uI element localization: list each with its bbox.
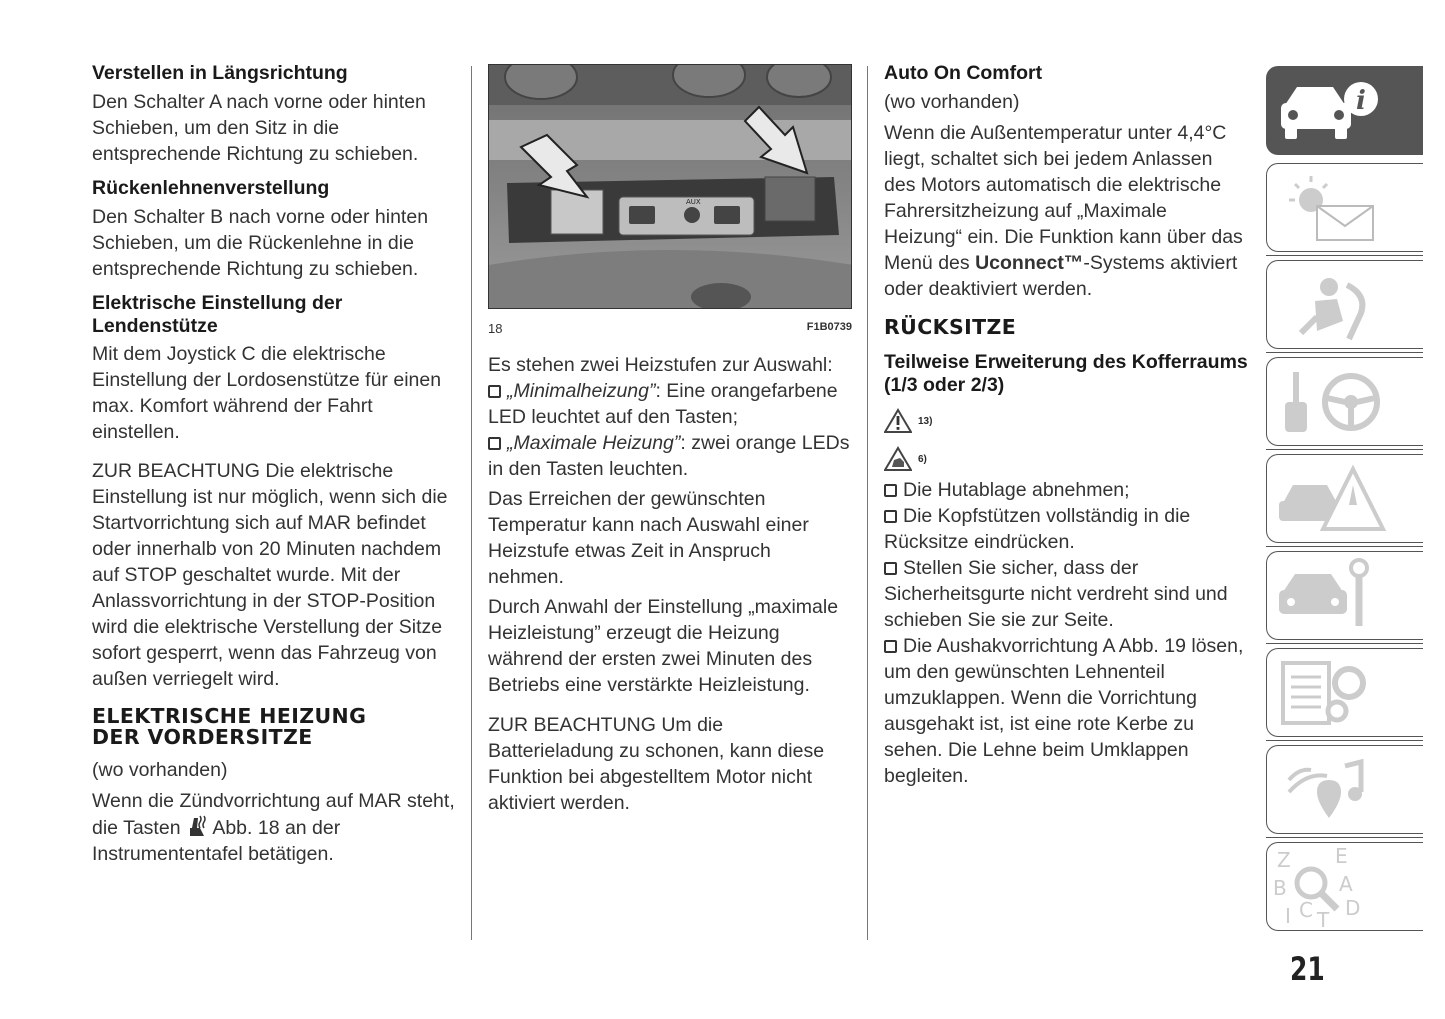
tab-underline — [1266, 837, 1423, 839]
heading-teilweise-erweiterung: Teilweise Erweiterung des Kofferraums (1/3 oder 2/3) — [884, 351, 1248, 396]
figure-caption — [488, 321, 852, 336]
chapter-tabs — [1266, 66, 1423, 939]
page-number: 21 — [1290, 950, 1325, 988]
bullet-maximaleheizung — [488, 430, 852, 482]
info-glyph: i — [1356, 86, 1366, 116]
index-letter-e: E — [1335, 844, 1348, 868]
warning-triangle-icon — [884, 408, 912, 434]
heading-auto-on-comfort: Auto On Comfort — [884, 62, 1043, 84]
bullet-hutablage-text: Die Hutablage abnehmen; — [903, 479, 1130, 501]
column-3 — [884, 60, 1248, 789]
tab-specifications[interactable] — [1266, 648, 1423, 737]
para-beachtung-2: ZUR BEACHTUNG Um die Batterieladung zu schonen, kann diese Funktion bei abgestelltem Motor nicht aktiviert werden. — [488, 714, 825, 814]
bullet-box-icon — [884, 484, 897, 497]
column-divider-1 — [471, 66, 472, 940]
warning-lights-icon — [1267, 164, 1424, 253]
bullet-sicherheitsgurte — [884, 555, 1248, 633]
bullet-box-icon — [884, 640, 897, 653]
index-letter-z: Z — [1277, 848, 1291, 872]
index-letter-i: I — [1285, 904, 1291, 928]
warning-note-13 — [884, 403, 1248, 439]
airbag-safety-icon — [1267, 261, 1424, 350]
para-beachtung-1: ZUR BEACHTUNG Die elektrische Einstellung ist nur möglich, wenn sich die Startvorrichtung sich auf MAR befindet oder innerhalb von 20 Minuten nachdem auf STOP geschaltet wurde. Mit der Anlassvorrichtung in der STOP-Position wird die elektrische Verstellung der Sitze sofort gesperrt, wenn das Fahrzeug von außen verriegelt wird. — [92, 460, 448, 690]
bullet-kopfstuetzen-text: Die Kopfstützen vollständig in die Rücksitze eindrücken. — [884, 505, 1191, 553]
tab-underline — [1266, 546, 1423, 548]
key-steering-icon — [1267, 358, 1424, 447]
tab-emergency[interactable] — [1266, 454, 1423, 543]
tab-multimedia[interactable] — [1266, 745, 1423, 834]
index-letter-c: C — [1299, 898, 1313, 922]
car-maintenance-icon — [1267, 552, 1424, 641]
bullet-hutablage — [884, 477, 1248, 503]
heading-ruecksitze: RÜCKSITZE — [884, 315, 1017, 339]
dashboard-illustration — [489, 65, 852, 309]
bullet-aushakvorrichtung — [884, 633, 1248, 789]
column-divider-2 — [867, 66, 868, 940]
multimedia-icon — [1267, 746, 1424, 835]
tab-warning-lights[interactable] — [1266, 163, 1423, 252]
tab-underline — [1266, 352, 1423, 354]
tab-car-info[interactable] — [1266, 66, 1423, 155]
bullet-max-italic: „Maximale Heizung” — [507, 432, 681, 454]
emergency-icon — [1267, 455, 1424, 544]
bullet-aushak-text: Die Aushakvorrichtung A Abb. 19 lösen, um den gewünschten Lehnenteil umzuklappen. Wenn die Vorrichtung ausgehakt ist, ist eine rote Kerbe zu sehen. Die Lehne beim Umklappen begleiten. — [884, 635, 1244, 787]
heading-laengsrichtung: Verstellen in Längsrichtung — [92, 62, 348, 84]
tab-maintenance[interactable] — [1266, 551, 1423, 640]
para-zuend-text-a: Wenn die Zündvorrichtung auf MAR steht, die Tasten — [92, 790, 455, 839]
bullet-minimalheizung — [488, 378, 852, 430]
para-wo-vorhanden-2: (wo vorhanden) — [884, 91, 1020, 113]
para-heizstufen: Es stehen zwei Heizstufen zur Auswahl: — [488, 354, 833, 376]
bullet-min-rest: : Eine orangefarbene LED leuchtet auf den Tasten; — [488, 380, 838, 428]
fig-aux-label: AUX — [686, 198, 701, 206]
para-zuendvorrichtung — [92, 788, 460, 867]
warning-ref-13: 13) — [918, 415, 933, 427]
bullet-box-icon — [488, 385, 501, 398]
bullet-min-italic: „Minimalheizung” — [507, 380, 656, 402]
caution-ref-6: 6) — [918, 453, 927, 465]
heading-lendenstuetze: Elektrische Einstellung der Lendenstütze — [92, 292, 343, 337]
bullet-box-icon — [884, 510, 897, 523]
index-icon — [1267, 843, 1424, 932]
heading-rueckenlehne: Rückenlehnenverstellung — [92, 177, 330, 199]
tab-underline — [1266, 643, 1423, 645]
column-2 — [488, 64, 852, 816]
para-aussen-uconnect: Uconnect™ — [975, 252, 1084, 274]
bullet-kopfstuetzen — [884, 503, 1248, 555]
para-aussen-a: Wenn die Außentemperatur unter 4,4°C liegt, schaltet sich bei jedem Anlassen des Motors automatisch die elektrische Fahrersitzheizung auf „Maximale Heizung“ ein. Die Funktion kann über das Menü des — [884, 122, 1243, 274]
caution-hand-icon — [884, 446, 912, 472]
index-letter-t: T — [1317, 908, 1330, 932]
heading-heizung — [92, 706, 460, 748]
specifications-icon — [1267, 649, 1424, 738]
index-letter-a: A — [1339, 872, 1353, 896]
column-1 — [92, 60, 460, 867]
para-aussentemperatur — [884, 120, 1248, 302]
tab-underline — [1266, 449, 1423, 451]
para-anwahl: Durch Anwahl der Einstellung „maximale Heizleistung” erzeugt die Heizung während der ersten zwei Minuten des Betriebs eine verstärkte Heizleistung. — [488, 596, 839, 696]
heading-heizung-line2: DER VORDERSITZE — [92, 725, 313, 749]
bullet-box-icon — [488, 437, 501, 450]
tab-index[interactable] — [1266, 842, 1423, 931]
figure-18-dashboard-photo — [488, 64, 852, 309]
seat-heater-icon — [186, 814, 208, 838]
para-wo-vorhanden-1: (wo vorhanden) — [92, 759, 228, 781]
heading-heizung-line1: ELEKTRISCHE HEIZUNG — [92, 704, 367, 728]
figure-number: 18 — [488, 321, 503, 336]
index-letter-b: B — [1273, 876, 1287, 900]
tab-safety[interactable] — [1266, 260, 1423, 349]
bullet-sicherheitsgurte-text: Stellen Sie sicher, dass der Sicherheitsgurte nicht verdreht sind und schieben Sie sie zur Seite. — [884, 557, 1228, 631]
figure-code: F1B0739 — [806, 321, 852, 333]
car-info-icon — [1267, 67, 1424, 156]
para-laengsrichtung: Den Schalter A nach vorne oder hinten Schieben, um den Sitz in die entsprechende Richtung zu schieben. — [92, 91, 426, 165]
index-letter-d: D — [1345, 896, 1361, 920]
tab-underline — [1266, 740, 1423, 742]
bullet-box-icon — [884, 562, 897, 575]
tab-underline — [1266, 255, 1423, 257]
bullet-max-rest: : zwei orange LEDs in den Tasten leuchten. — [488, 432, 850, 480]
caution-note-6 — [884, 441, 1248, 477]
para-zuend-text-b: Abb. 18 an der Instrumententafel betätigen. — [92, 817, 341, 865]
para-rueckenlehne: Den Schalter B nach vorne oder hinten Schieben, um die Rückenlehne in die entsprechende Richtung zu schieben. — [92, 206, 429, 280]
para-lendenstuetze: Mit dem Joystick C die elektrische Einstellung der Lordosenstütze für einen max. Komfort während der Fahrt einstellen. — [92, 343, 442, 443]
tab-starting-driving[interactable] — [1266, 357, 1423, 446]
para-aussen-c: -Systems aktiviert oder deaktiviert werden. — [884, 252, 1238, 300]
para-erreichen: Das Erreichen der gewünschten Temperatur kann nach Auswahl einer Heizstufe etwas Zeit in Anspruch nehmen. — [488, 488, 809, 588]
